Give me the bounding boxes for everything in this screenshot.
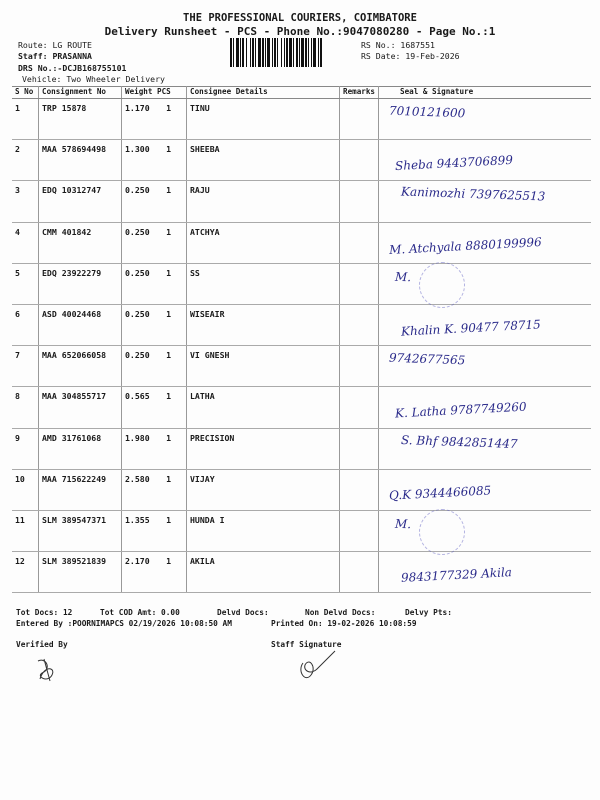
col-seal	[379, 87, 592, 99]
row-weight-pcs	[122, 263, 187, 304]
row-consignment-no: ASD 40024468	[39, 304, 122, 345]
entered-by: Entered By :POORNIMAPCS 02/19/2026 10:08:50 AM	[16, 619, 232, 628]
col-weight-pcs	[122, 87, 187, 99]
seal-stamp	[419, 262, 465, 308]
row-seal-signature	[379, 263, 592, 304]
handwritten-signature: Kanimozhi 7397625513	[400, 184, 546, 204]
row-consignment-no: MAA 652066058	[39, 346, 122, 387]
row-pcs: 1	[166, 473, 171, 484]
row-sno: 4	[12, 222, 39, 263]
row-sno: 7	[12, 346, 39, 387]
row-remarks	[340, 304, 379, 345]
handwritten-signature: Sheba 9443706899	[394, 153, 514, 174]
row-seal-signature	[379, 99, 592, 140]
row-weight-pcs	[122, 552, 187, 593]
verified-by-label: Verified By	[16, 640, 68, 649]
row-remarks	[340, 181, 379, 222]
row-remarks	[340, 387, 379, 428]
row-sno: 2	[12, 140, 39, 181]
row-pcs: 1	[166, 267, 171, 278]
row-pcs: 1	[166, 514, 171, 525]
delivery-points: Delvy Pts:	[405, 608, 452, 617]
row-consignment-no: EDQ 23922279	[39, 263, 122, 304]
staff-signature-label: Staff Signature	[271, 640, 342, 649]
row-weight: 0.565	[125, 391, 150, 402]
handwritten-signature: Q.K 9344466085	[388, 483, 492, 503]
row-remarks	[340, 346, 379, 387]
row-weight: 0.250	[125, 226, 150, 237]
company-title: THE PROFESSIONAL COURIERS, COIMBATORE	[183, 12, 417, 24]
handwritten-signature: 7010121600	[388, 103, 466, 121]
row-pcs: 1	[166, 185, 171, 196]
table-row	[12, 304, 591, 345]
total-cod: Tot COD Amt: 0.00	[100, 608, 180, 617]
row-consignee: VIJAY	[187, 469, 340, 510]
row-consignment-no: SLM 389521839	[39, 552, 122, 593]
col-pcs: PCS	[157, 87, 171, 96]
row-weight-pcs	[122, 99, 187, 140]
row-seal-signature	[379, 181, 592, 222]
non-delivered-docs: Non Delvd Docs:	[305, 608, 376, 617]
row-remarks	[340, 140, 379, 181]
table-row	[12, 510, 591, 551]
row-consignee: TINU	[187, 99, 340, 140]
row-remarks	[340, 99, 379, 140]
row-consignment-no: SLM 389547371	[39, 510, 122, 551]
table-row	[12, 140, 591, 181]
row-sno: 8	[12, 387, 39, 428]
row-consignment-no: AMD 31761068	[39, 428, 122, 469]
col-weight: Weight	[125, 87, 153, 96]
row-weight: 0.250	[125, 267, 150, 278]
row-weight-pcs	[122, 181, 187, 222]
row-weight-pcs	[122, 510, 187, 551]
row-sno: 10	[12, 469, 39, 510]
row-sno: 9	[12, 428, 39, 469]
table-row	[12, 222, 591, 263]
verified-signature-scribble	[32, 655, 60, 685]
row-weight: 1.980	[125, 432, 150, 443]
handwritten-signature: S. Bhf 9842851447	[400, 432, 518, 451]
staff-label: Staff: PRASANNA	[18, 51, 92, 61]
row-seal-signature	[379, 510, 592, 551]
table-row	[12, 469, 591, 510]
row-weight: 1.300	[125, 144, 150, 155]
row-seal-signature	[379, 304, 592, 345]
table-row	[12, 181, 591, 222]
row-consignment-no: MAA 578694498	[39, 140, 122, 181]
handwritten-signature: 9843177329 Akila	[400, 565, 513, 585]
handwritten-signature: M.	[394, 269, 412, 285]
row-consignee: HUNDA I	[187, 510, 340, 551]
row-consignee: AKILA	[187, 552, 340, 593]
row-seal-signature	[379, 140, 592, 181]
table-header-row	[12, 87, 591, 99]
row-sno: 3	[12, 181, 39, 222]
row-pcs: 1	[166, 226, 171, 237]
table-row	[12, 346, 591, 387]
row-pcs: 1	[166, 103, 171, 113]
row-weight: 0.250	[125, 308, 150, 319]
row-remarks	[340, 222, 379, 263]
seal-stamp	[419, 509, 465, 555]
row-pcs: 1	[166, 556, 171, 567]
row-consignee: SS	[187, 263, 340, 304]
row-remarks	[340, 510, 379, 551]
handwritten-signature: M. Atchyala 8880199996	[388, 234, 543, 257]
col-sno: S No	[12, 87, 39, 99]
row-sno: 5	[12, 263, 39, 304]
row-consignment-no: CMM 401842	[39, 222, 122, 263]
row-remarks	[340, 469, 379, 510]
row-weight-pcs	[122, 346, 187, 387]
row-seal-signature	[379, 552, 592, 593]
table-row	[12, 99, 591, 140]
row-consignment-no: MAA 715622249	[39, 469, 122, 510]
row-seal-signature	[379, 469, 592, 510]
handwritten-signature: Khalin K. 90477 78715	[400, 317, 542, 339]
rs-number: RS No.: 1687551	[361, 40, 435, 50]
route-label: Route: LG ROUTE	[18, 40, 92, 50]
row-pcs: 1	[166, 308, 171, 319]
row-pcs: 1	[166, 144, 171, 155]
row-weight: 2.170	[125, 556, 150, 567]
row-seal-signature	[379, 346, 592, 387]
row-consignee: LATHA	[187, 387, 340, 428]
row-sno: 1	[12, 99, 39, 140]
vehicle-label: Vehicle: Two Wheeler Delivery	[22, 74, 165, 84]
row-remarks	[340, 263, 379, 304]
row-consignee: RAJU	[187, 181, 340, 222]
col-remarks: Remarks	[340, 87, 379, 99]
row-consignee: WISEAIR	[187, 304, 340, 345]
row-seal-signature	[379, 387, 592, 428]
row-remarks	[340, 552, 379, 593]
row-pcs: 1	[166, 391, 171, 402]
drs-number: DRS No.:-DCJB168755101	[18, 63, 127, 73]
row-seal-signature	[379, 222, 592, 263]
row-sno: 11	[12, 510, 39, 551]
barcode	[230, 38, 358, 67]
runsheet-table	[12, 86, 591, 593]
table-row	[12, 428, 591, 469]
row-consignment-no: TRP 15878	[39, 99, 122, 140]
total-docs: Tot Docs: 12	[16, 608, 73, 617]
printed-on: Printed On: 19-02-2026 10:08:59	[271, 619, 417, 628]
row-pcs: 1	[166, 432, 171, 443]
row-consignment-no: MAA 304855717	[39, 387, 122, 428]
table-row	[12, 387, 591, 428]
row-consignee: PRECISION	[187, 428, 340, 469]
rs-date: RS Date: 19-Feb-2026	[361, 51, 460, 61]
row-consignee: SHEEBA	[187, 140, 340, 181]
table-row	[12, 552, 591, 593]
delivered-docs: Delvd Docs:	[217, 608, 269, 617]
row-seal-signature	[379, 428, 592, 469]
row-weight-pcs	[122, 387, 187, 428]
row-weight: 1.170	[125, 103, 150, 113]
staff-signature-scribble	[295, 645, 345, 685]
row-weight: 1.355	[125, 514, 150, 525]
row-weight: 2.580	[125, 473, 150, 484]
row-consignee: VI GNESH	[187, 346, 340, 387]
row-weight-pcs	[122, 469, 187, 510]
row-weight: 0.250	[125, 185, 150, 196]
row-consignment-no: EDQ 10312747	[39, 181, 122, 222]
table-row	[12, 263, 591, 304]
row-pcs: 1	[166, 350, 171, 361]
col-consignee: Consignee Details	[187, 87, 340, 99]
row-consignee: ATCHYA	[187, 222, 340, 263]
barcode-bar	[322, 38, 323, 67]
runsheet-subtitle: Delivery Runsheet - PCS - Phone No.:9047080280 - Page No.:1	[104, 25, 496, 38]
row-weight-pcs	[122, 222, 187, 263]
row-weight-pcs	[122, 304, 187, 345]
row-remarks	[340, 428, 379, 469]
row-sno: 12	[12, 552, 39, 593]
row-weight-pcs	[122, 140, 187, 181]
row-weight-pcs	[122, 428, 187, 469]
row-sno: 6	[12, 304, 39, 345]
row-weight: 0.250	[125, 350, 150, 361]
handwritten-signature: M.	[394, 516, 412, 532]
col-consignment: Consignment No	[39, 87, 122, 99]
handwritten-signature: 9742677565	[388, 350, 466, 368]
col-seal-label: Seal & Signature	[400, 87, 474, 96]
handwritten-signature: K. Latha 9787749260	[394, 399, 527, 421]
